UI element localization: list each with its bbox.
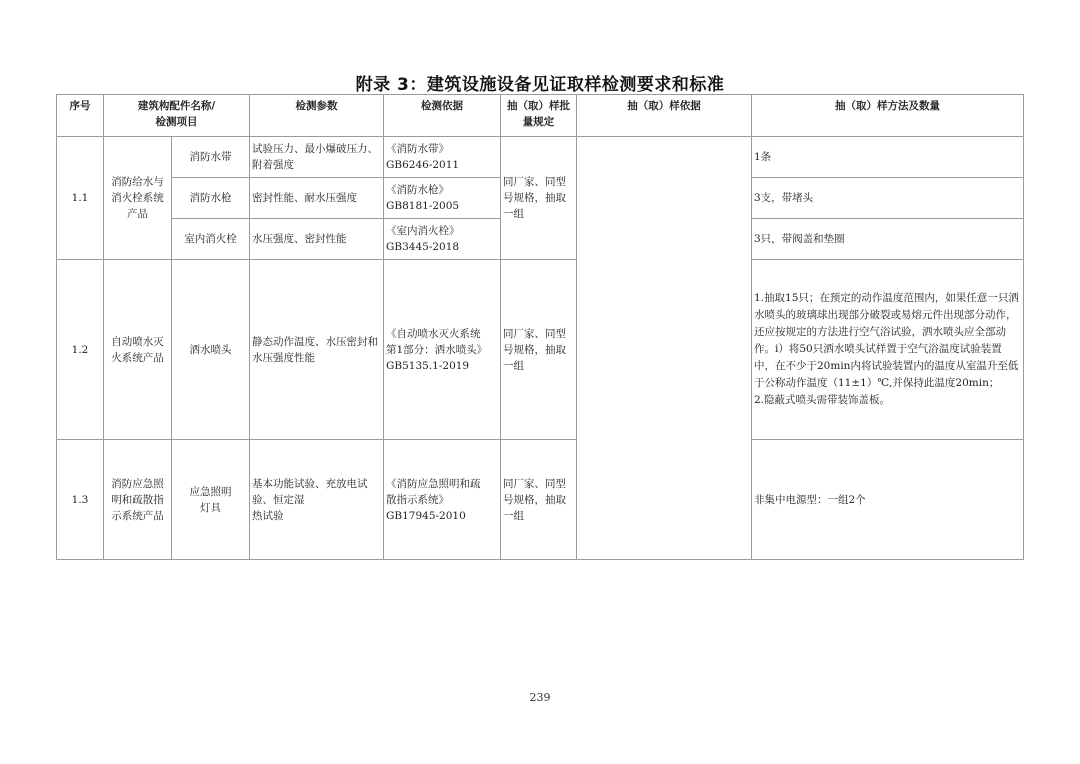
row-batch (501, 137, 577, 260)
page-number: 239 (529, 691, 551, 704)
header-sampling-basis: 抽（取）样依据 (577, 95, 752, 137)
batch-line2: 号规格，抽取 (503, 343, 566, 356)
row-item: 室内消火栓 (172, 219, 250, 260)
row-item (172, 440, 250, 560)
row-seq: 1.1 (57, 137, 104, 260)
category-line2: 明和疏散指 (111, 493, 164, 506)
batch-line1: 同厂家、同型 (503, 327, 566, 340)
item-line1: 应急照明 (189, 485, 232, 498)
method-paragraph-2: 2.隐蔽式喷头需带装饰盖板。 (754, 394, 891, 406)
header-batch-line2: 量规定 (522, 116, 555, 128)
category-line1: 消防应急照 (111, 477, 164, 490)
basis-line3: GB5135.1-2019 (386, 359, 470, 372)
row-params: 水压强度、密封性能 (250, 219, 384, 260)
batch-line1: 同厂家、同型 (503, 176, 566, 188)
row-params (250, 440, 384, 560)
category-line3: 产品 (127, 208, 148, 220)
row-basis (384, 137, 501, 178)
row-basis (384, 260, 501, 440)
batch-line3: 一组 (503, 509, 524, 522)
row-params: 试验压力、最小爆破压力、附着强度 (250, 137, 384, 178)
row-method: 3只，带阀盖和垫圈 (752, 219, 1024, 260)
basis-line1: 《室内消火栓》 (386, 225, 460, 237)
basis-line3: GB17945-2010 (386, 509, 466, 522)
row-batch (501, 440, 577, 560)
batch-line1: 同厂家、同型 (503, 477, 566, 490)
method-paragraph-1: 1.抽取15只；在预定的动作温度范围内，如果任意一只洒水喷头的玻璃球出现部分破裂或易熔元件出现部分动作，还应按规定的方法进行空气浴试验，洒水喷头应全部动作。i）将50只洒水喷头试样置于空气浴温度试验装置中，在不少于20min内将试验装置内的温度从室温升至低于公称动作温度（11±1）℃,并保持此温度20min； (754, 292, 1019, 389)
row-item: 消防水带 (172, 137, 250, 178)
row-method: 1条 (752, 137, 1024, 178)
row-params: 静态动作温度、水压密封和水压强度性能 (250, 260, 384, 440)
basis-line2: GB3445-2018 (386, 241, 460, 253)
header-batch-line1: 抽（取）样批 (507, 100, 570, 112)
header-method: 抽（取）样方法及数量 (752, 95, 1024, 137)
category-line2: 消火栓系统 (111, 192, 164, 204)
batch-line3: 一组 (503, 208, 524, 220)
table-row (57, 260, 1024, 440)
header-component-line1: 建筑构配件名称/ (137, 100, 216, 112)
row-seq: 1.3 (57, 440, 104, 560)
row-method: 3支，带堵头 (752, 178, 1024, 219)
basis-line1: 《消防水枪》 (386, 184, 449, 196)
row-method: 非集中电源型：一组2个 (752, 440, 1024, 560)
header-component (104, 95, 250, 137)
params-line2: 热试验 (252, 509, 284, 522)
row-batch (501, 260, 577, 440)
row-basis (384, 178, 501, 219)
basis-line1: 《消防应急照明和疏 (386, 477, 481, 490)
row-seq: 1.2 (57, 260, 104, 440)
basis-line2: GB6246-2011 (386, 159, 460, 171)
basis-line2: 第1部分：洒水喷头》 (386, 343, 488, 356)
row-params: 密封性能、耐水压强度 (250, 178, 384, 219)
header-params: 检测参数 (250, 95, 384, 137)
category-line1: 自动喷水灭 (111, 335, 164, 348)
header-component-line2: 检测项目 (155, 116, 198, 128)
row-category (104, 440, 172, 560)
sampling-requirements-table (56, 94, 1024, 560)
header-basis: 检测依据 (384, 95, 501, 137)
table-row (57, 137, 1024, 178)
header-seq: 序号 (57, 95, 104, 137)
table-row (57, 440, 1024, 560)
batch-line2: 号规格，抽取 (503, 192, 566, 204)
sampling-basis-cell (577, 137, 752, 560)
basis-line2: GB8181-2005 (386, 200, 460, 212)
batch-line3: 一组 (503, 359, 524, 372)
row-item: 洒水喷头 (172, 260, 250, 440)
row-item: 消防水枪 (172, 178, 250, 219)
header-batch (501, 95, 577, 137)
row-category (104, 137, 172, 260)
row-category (104, 260, 172, 440)
row-method (752, 260, 1024, 440)
category-line3: 示系统产品 (111, 509, 164, 522)
category-line2: 火系统产品 (111, 351, 164, 364)
row-basis (384, 219, 501, 260)
basis-line1: 《消防水带》 (386, 143, 449, 155)
params-line1: 基本功能试验、充放电试验、恒定湿 (252, 477, 368, 506)
document-title: 附录 3：建筑设施设备见证取样检测要求和标准 (355, 75, 725, 95)
basis-line2: 散指示系统》 (386, 493, 449, 506)
basis-line1: 《自动喷水灭火系统 (386, 327, 481, 340)
batch-line2: 号规格，抽取 (503, 493, 566, 506)
row-basis (384, 440, 501, 560)
table-header-row (57, 95, 1024, 137)
category-line1: 消防给水与 (111, 176, 164, 188)
item-line2: 灯具 (200, 501, 221, 514)
